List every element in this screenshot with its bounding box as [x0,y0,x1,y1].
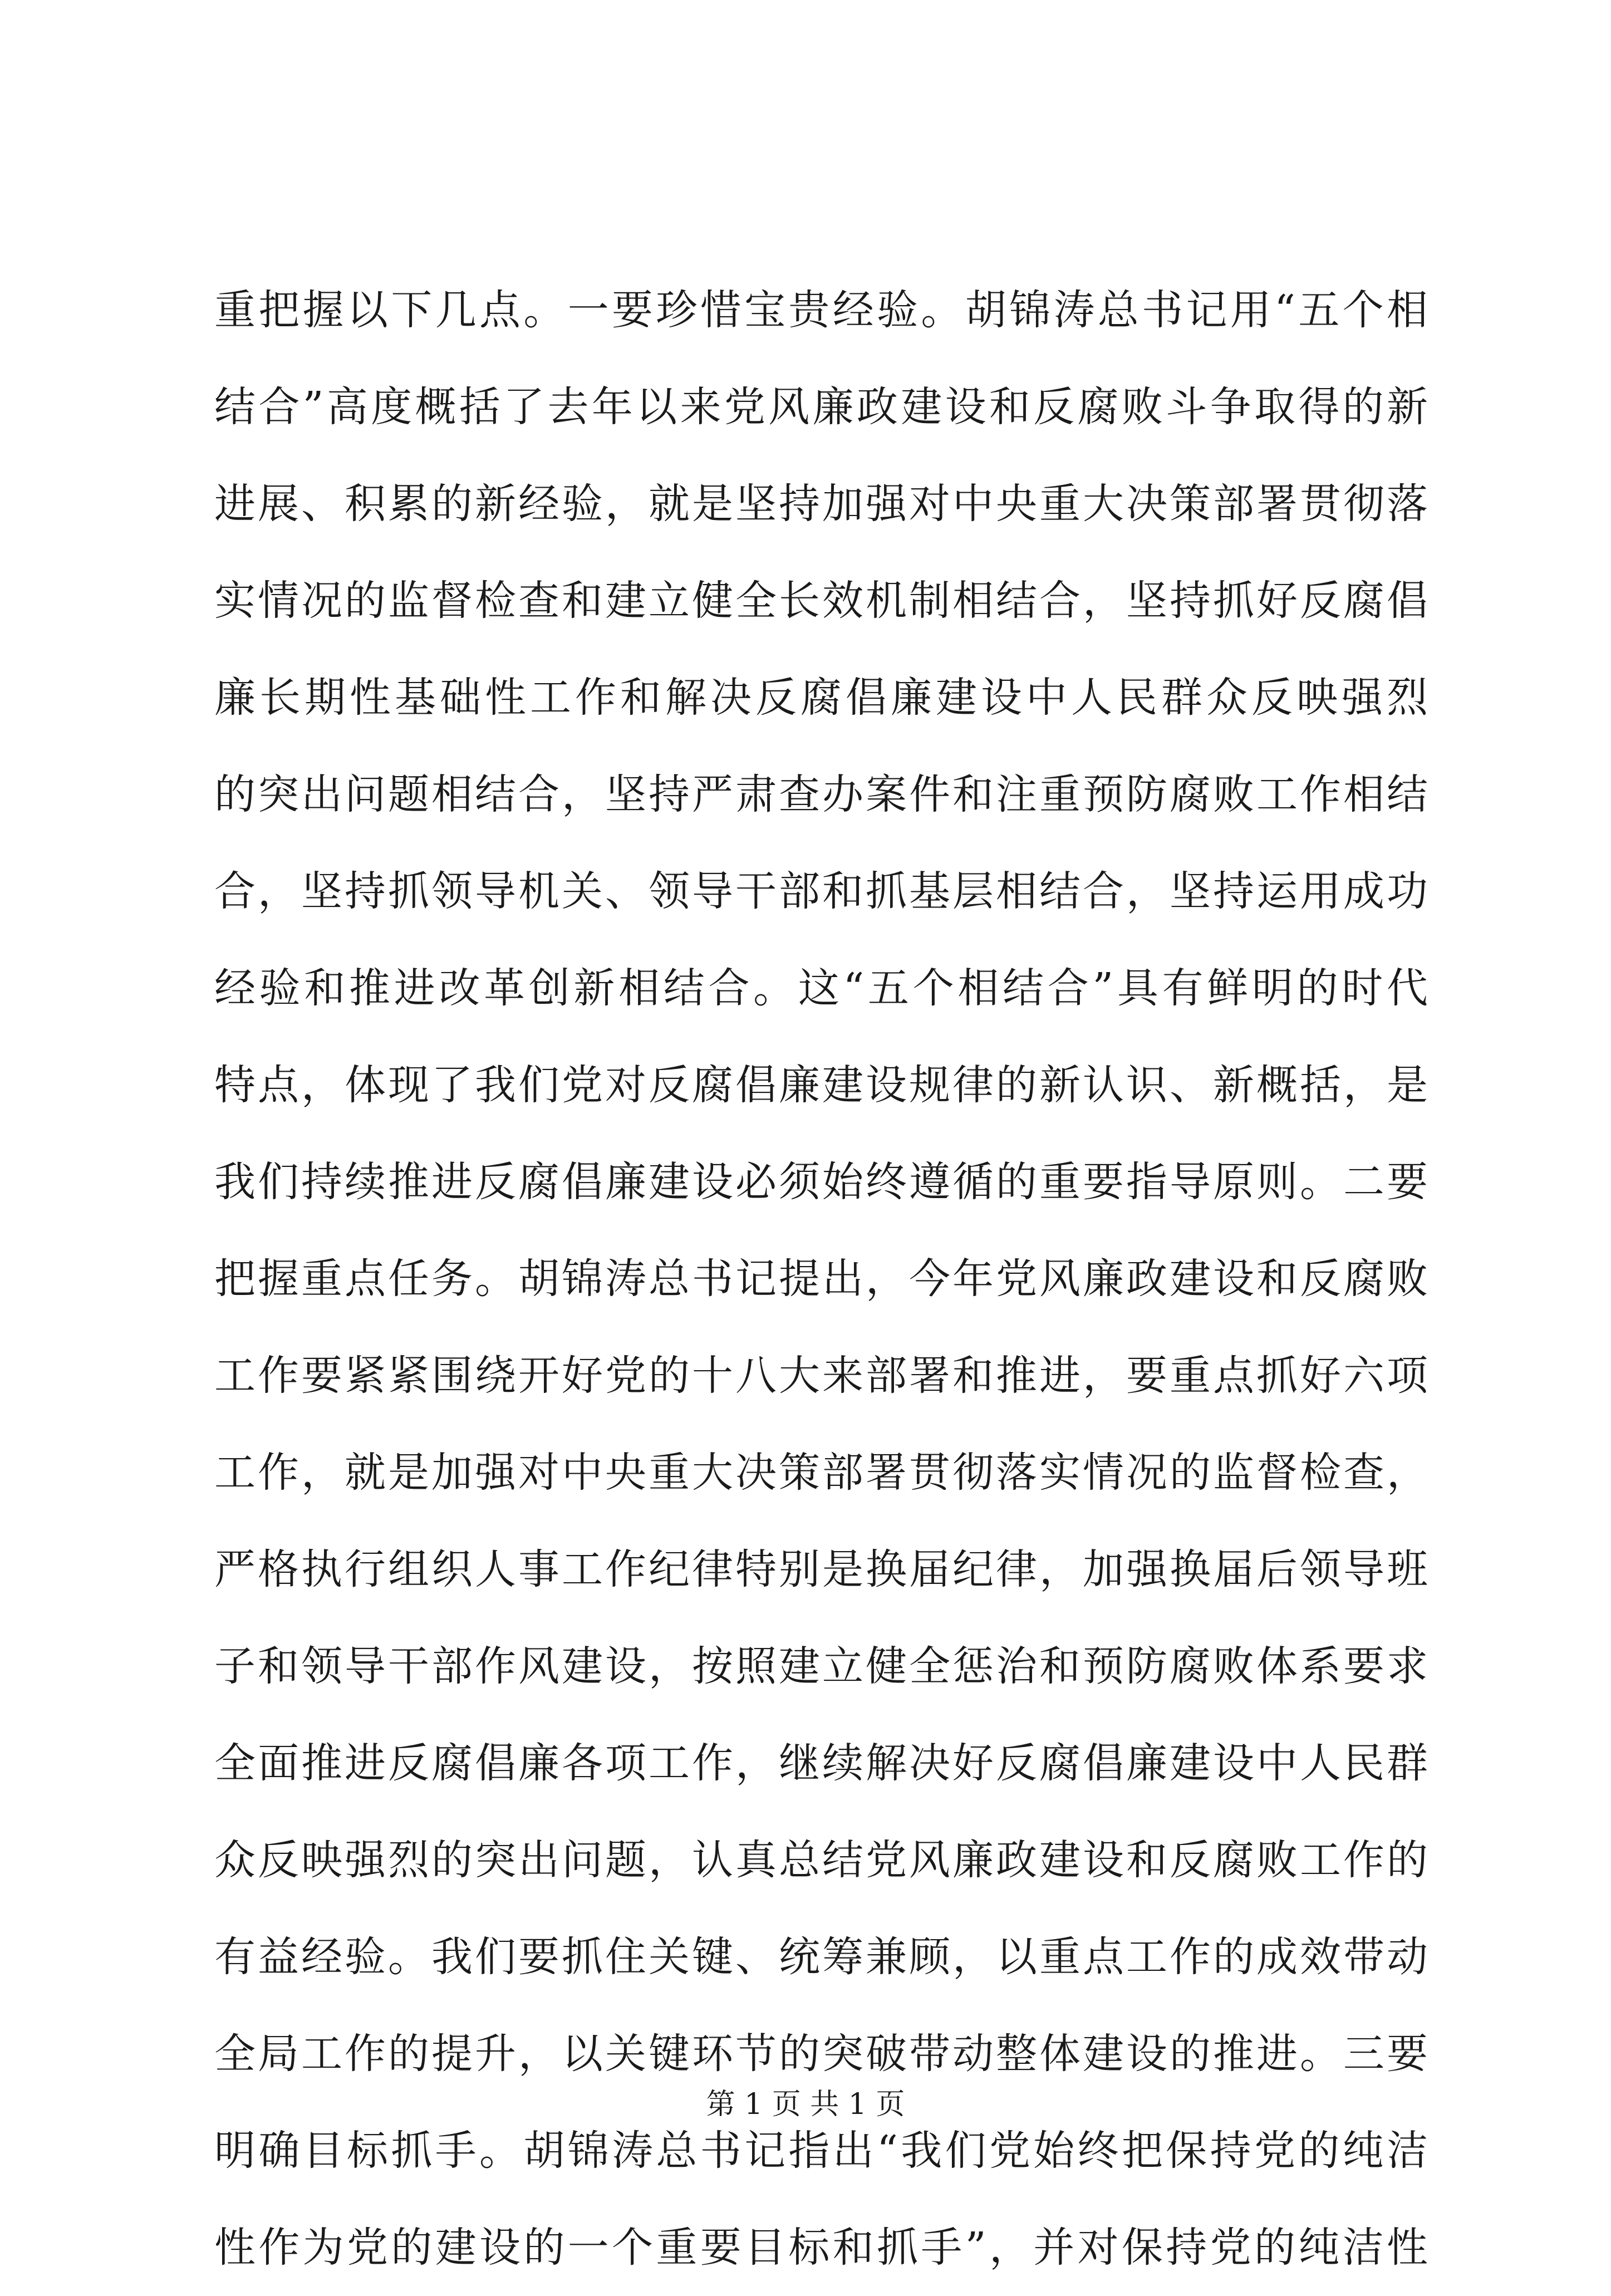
text-line: 全面推进反腐倡廉各项工作，继续解决好反腐倡廉建设中人民群 [214,1739,1428,1787]
text-line: 性作为党的建设的一个重要目标和抓手”，并对保持党的纯洁性 [214,2224,1428,2272]
text-line: 实情况的监督检查和建立健全长效机制相结合，坚持抓好反腐倡 [214,577,1428,625]
body-paragraph [214,262,1428,2296]
page-footer [0,2082,1611,2127]
text-line: 把握重点任务。胡锦涛总书记提出，今年党风廉政建设和反腐败 [214,1255,1428,1303]
text-line: 有益经验。我们要抓住关键、统筹兼顾，以重点工作的成效带动 [214,1933,1428,1981]
text-line: 工作，就是加强对中央重大决策部署贯彻落实情况的监督检查， [214,1449,1428,1497]
text-line: 廉长期性基础性工作和解决反腐倡廉建设中人民群众反映强烈 [214,674,1428,722]
text-line: 特点，体现了我们党对反腐倡廉建设规律的新认识、新概括，是 [214,1061,1428,1109]
text-line: 严格执行组织人事工作纪律特别是换届纪律，加强换届后领导班 [214,1546,1428,1593]
text-line: 合，坚持抓领导机关、领导干部和抓基层相结合，坚持运用成功 [214,867,1428,915]
text-line: 重把握以下几点。一要珍惜宝贵经验。胡锦涛总书记用“五个相 [214,286,1428,334]
text-line: 结合”高度概括了去年以来党风廉政建设和反腐败斗争取得的新 [214,383,1428,431]
text-line: 全局工作的提升，以关键环节的突破带动整体建设的推进。三要 [214,2030,1428,2078]
text-line: 经验和推进改革创新相结合。这“五个相结合”具有鲜明的时代 [214,964,1428,1012]
text-line: 进展、积累的新经验，就是坚持加强对中央重大决策部署贯彻落 [214,480,1428,528]
text-line: 我们持续推进反腐倡廉建设必须始终遵循的重要指导原则。二要 [214,1158,1428,1206]
page-number-label: 第 1 页 共 1 页 [706,2088,905,2121]
text-line: 的突出问题相结合，坚持严肃查办案件和注重预防腐败工作相结 [214,771,1428,818]
text-line: 工作要紧紧围绕开好党的十八大来部署和推进，要重点抓好六项 [214,1352,1428,1400]
text-line: 众反映强烈的突出问题，认真总结党风廉政建设和反腐败工作的 [214,1836,1428,1884]
text-line: 子和领导干部作风建设，按照建立健全惩治和预防腐败体系要求 [214,1642,1428,1690]
text-line: 明确目标抓手。胡锦涛总书记指出“我们党始终把保持党的纯洁 [214,2127,1428,2175]
